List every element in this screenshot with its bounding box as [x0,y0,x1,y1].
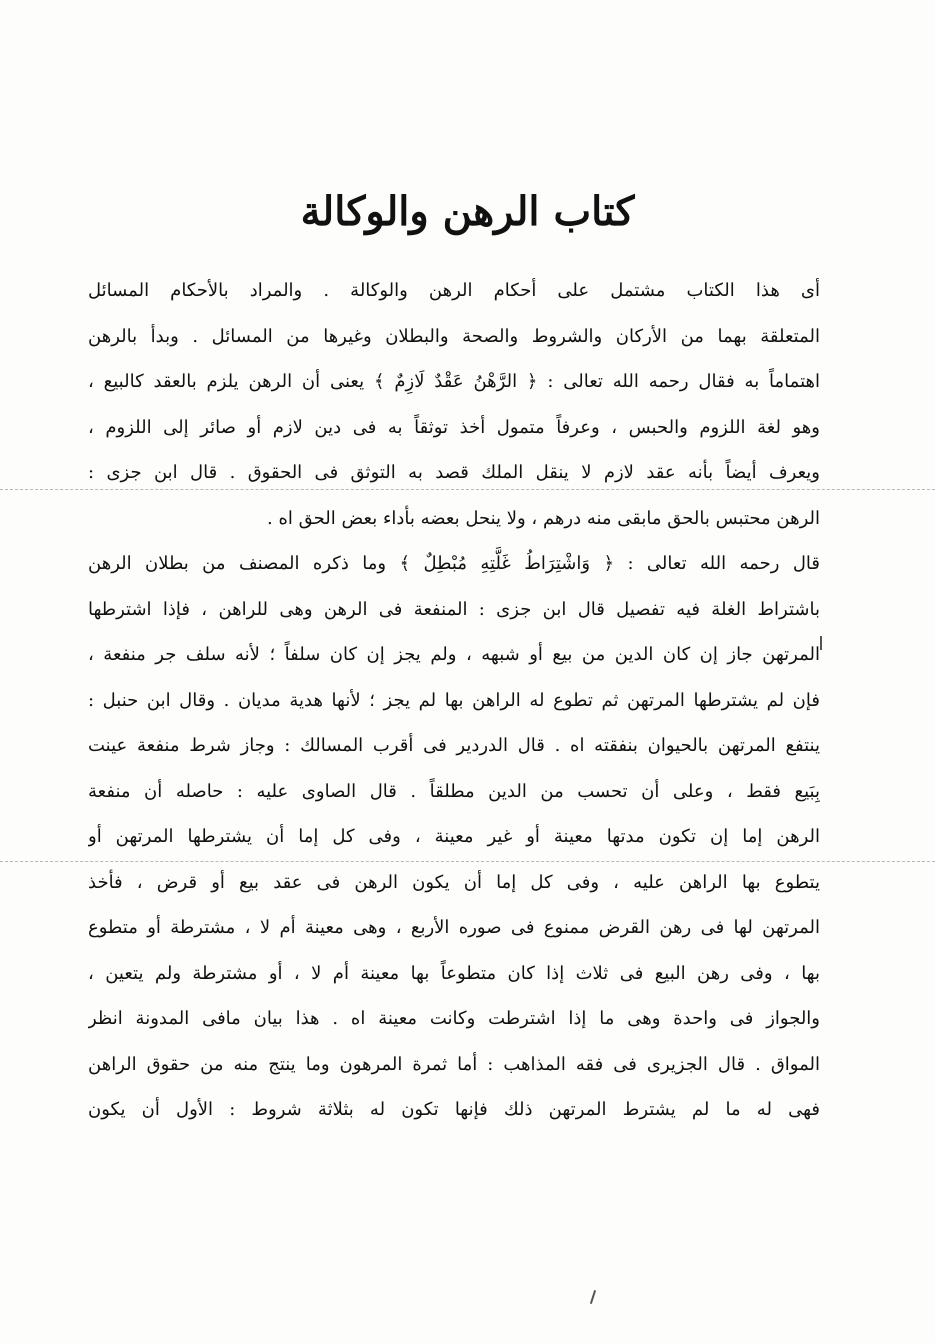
scan-fold-line [0,861,935,862]
body-text [88,268,820,1133]
ink-mark [820,636,822,650]
text-line: أى هذا الكتاب مشتمل على أحكام الرهن والوكالة . والمراد بالأحكام المسائل [88,280,820,301]
scan-fold-line [0,489,935,490]
text-line: ويعرف أيضاً بأنه عقد لازم لا ينقل الملك قصد به التوثق فى الحقوق . قال ابن جزى : [88,462,820,483]
text-line: بِبَيع فقط ، وعلى أن تحسب من الدين مطلقاً . قال الصاوى عليه : حاصله أن منفعة [88,780,820,802]
text-line: المرتهن لها فى رهن القرض ممنوع فى صوره الأربع ، وهى معينة أم لا ، مشترطة أو متطوع [88,917,820,938]
text-line: بها ، وفى رهن البيع فى ثلاث إذا كان متطوعاً بها معينة أم لا ، أو مشترطة ولم يتعين ، [88,962,820,984]
text-line: باشتراط الغلة فيه تفصيل قال ابن جزى : المنفعة فى الرهن وهى للراهن ، فإذا اشترطها [88,598,820,620]
text-line: والجواز فى واحدة وهى ما إذا اشترطت وكانت معينة اه . هذا بيان مافى المدونة انظر [88,1008,820,1029]
text-line: ينتفع المرتهن بالحيوان بنفقته اه . قال الدردير فى أقرب المسالك : وجاز شرط منفعة عينت [88,735,820,756]
text-line: المرتهن جاز إن كان الدين من بيع أو شبهه ، ولم يجز إن كان سلفاً ؛ لأنه سلف جر منفعة ، [88,644,820,665]
chapter-title: كتاب الرهن والوكالة [300,188,635,235]
text-line: يتطوع بها الراهن عليه ، وفى كل إما أن يكون الرهن فى عقد بيع أو قرض ، فأخذ [88,871,820,893]
text-line: فإن لم يشترطها المرتهن ثم تطوع له الراهن بها لم يجز ؛ لأنها هدية مديان . وقال ابن حنبل : [88,689,820,711]
text-line: قال رحمه الله تعالى : ﴿ وَاشْتِرَاطُ غَلَّتِهِ مُبْطِلٌ ﴾ وما ذكره المصنف من بطلان الرهن [88,553,820,574]
text-line: اهتماماً به فقال رحمه الله تعالى : ﴿ الرَّهْنُ عَقْدٌ لَازِمٌ ﴾ يعنى أن الرهن يلزم بالعقد كالبيع ، [88,371,820,392]
text-line: الرهن إما إن تكون مدتها معينة أو غير معينة ، وفى كل إما أن يشترطها المرتهن أو [88,826,820,847]
ink-mark [590,1290,596,1304]
text-line: الرهن محتبس بالحق مابقى منه درهم ، ولا ينحل بعضه بأداء بعض الحق اه . [267,507,820,529]
text-line: وهو لغة اللزوم والحبس ، وعرفاً متمول أخذ توثقاً به فى دين لازم أو صائر إلى اللزوم ، [88,416,820,438]
text-line: المواق . قال الجزيرى فى فقه المذاهب : أما ثمرة المرهون وما ينتج منه من حقوق الراهن [88,1053,820,1075]
text-line: فهى له ما لم يشترط المرتهن ذلك فإنها تكون له بثلاثة شروط : الأول أن يكون [88,1099,820,1120]
text-line: المتعلقة بهما من الأركان والشروط والصحة والبطلان وغيرها من المسائل . وبدأ بالرهن [88,325,820,347]
